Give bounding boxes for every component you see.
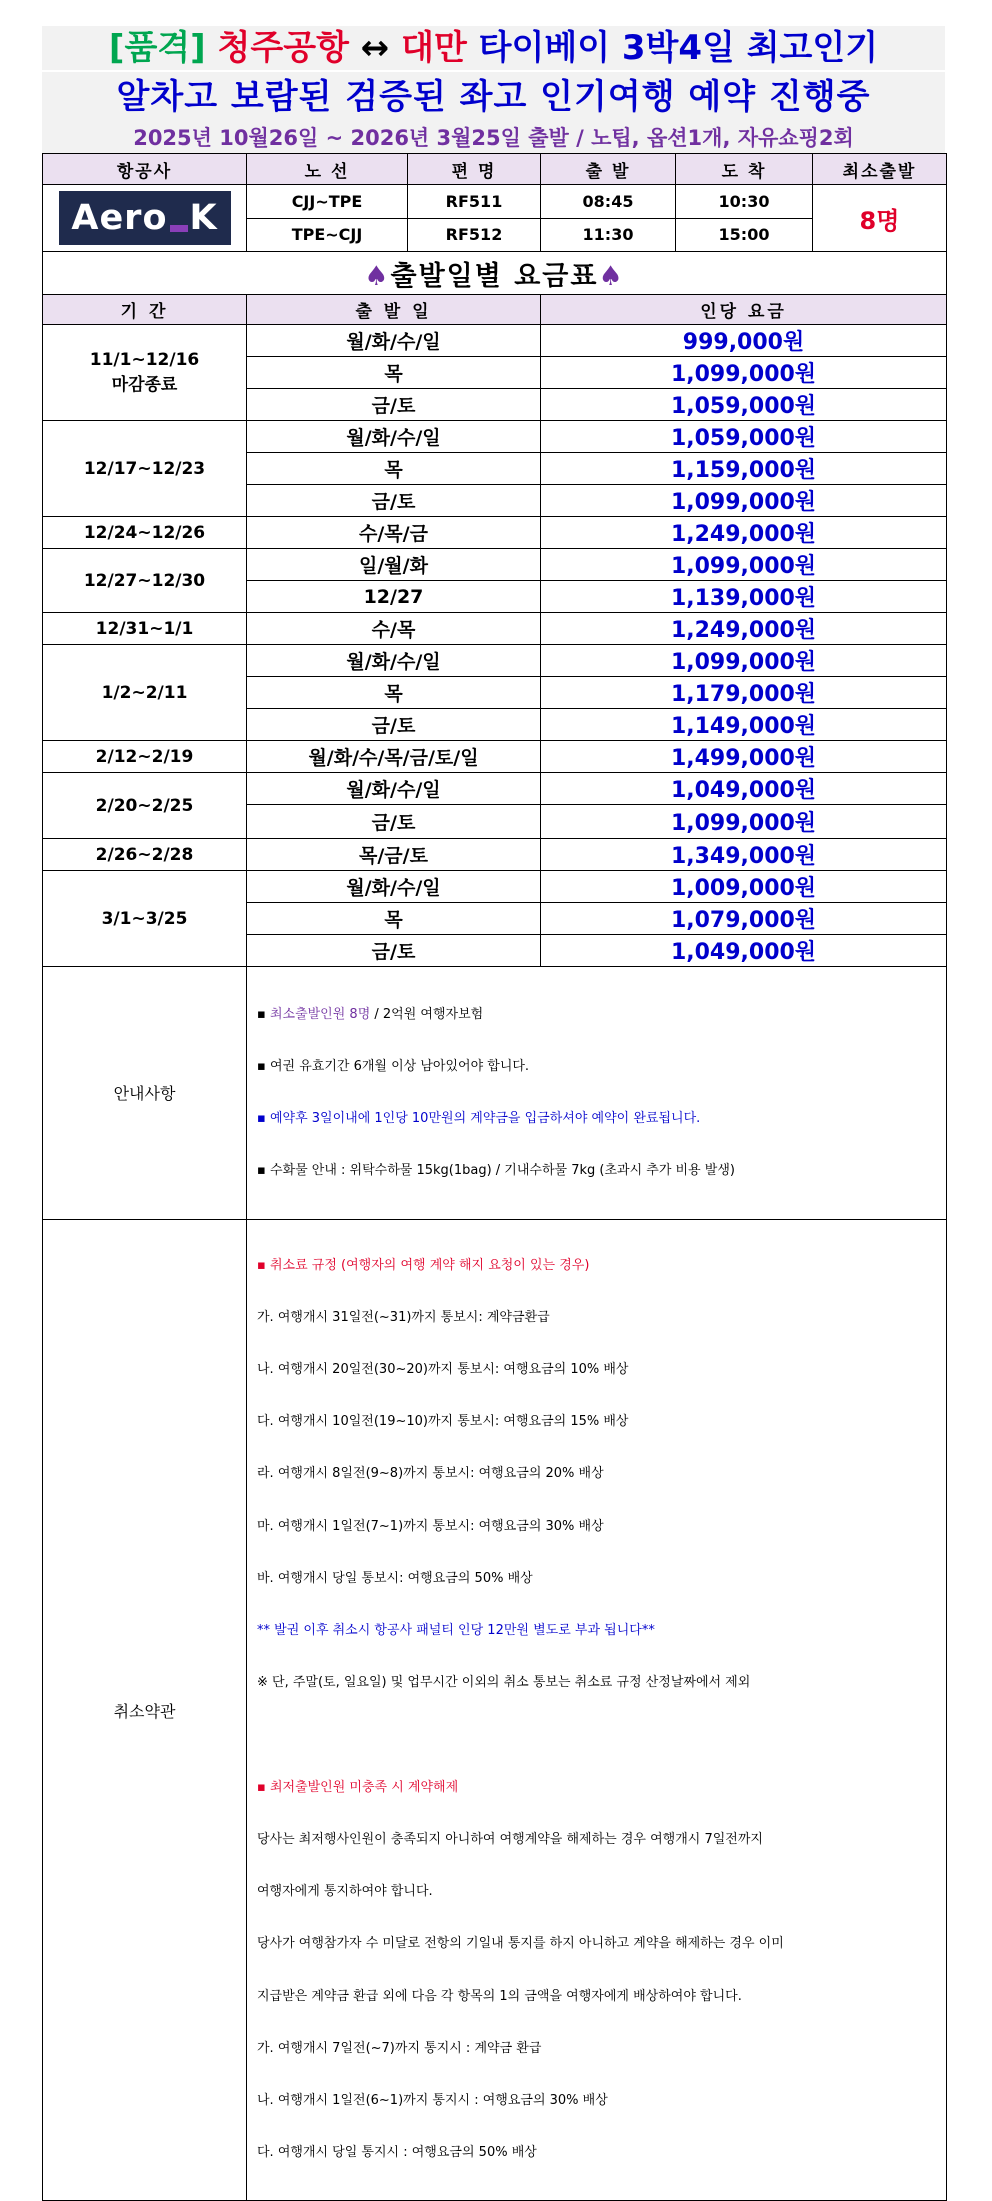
aerok-logo: Aero K: [59, 191, 231, 245]
fare-period-range: 12/17~12/23: [83, 458, 206, 479]
flight-route: CJJ~TPE: [247, 185, 408, 219]
fare-row: [43, 871, 947, 903]
fare-price: 1,249,000원: [541, 517, 947, 549]
fare-period-range: 12/31~1/1: [95, 618, 194, 639]
fare-price: 1,159,000원: [541, 453, 947, 485]
spade-icon: ♠: [598, 260, 625, 292]
round-trip-arrow-icon: ↔: [360, 28, 390, 68]
fare-days: 목: [247, 453, 541, 485]
fare-days: 목: [247, 677, 541, 709]
fare-days: 목: [247, 903, 541, 935]
flight-route: TPE~CJJ: [247, 218, 408, 252]
fare-row: [43, 741, 947, 773]
title-line-3: 2025년 10월26일 ~ 2026년 3월25일 출발 / 노팁, 옵션1개, 자유쇼핑2회: [42, 122, 945, 154]
header-airline: 항공사: [43, 154, 247, 185]
fare-row: [43, 645, 947, 677]
header-departure-days: 출 발 일: [247, 295, 541, 325]
cancel-rule: 라. 여행개시 8일전(9~8)까지 통보시: 여행요금의 20% 배상: [257, 1466, 604, 1482]
fare-period: [43, 517, 247, 549]
fare-days: 월/화/수/일: [247, 645, 541, 677]
fare-days: 일/월/화: [247, 549, 541, 581]
fare-period: [43, 871, 247, 967]
header-depart: 출 발: [541, 154, 676, 185]
fare-days: 목: [247, 357, 541, 389]
fare-period-range: 11/1~12/16: [89, 350, 200, 370]
header-min-departure: 최소출발: [813, 154, 947, 185]
title-tag: [품격]: [108, 28, 206, 68]
penalty-note: ** 발권 이후 취소시 항공사 패널티 인당 12만원 별도로 부과 됩니다**: [257, 1623, 655, 1639]
fare-days: 12/27: [247, 581, 541, 613]
flight-depart: 08:45: [541, 185, 676, 219]
fare-price: 1,499,000원: [541, 741, 947, 773]
fare-period: [43, 773, 247, 839]
fare-period: [43, 549, 247, 613]
info-notes: [247, 967, 947, 1220]
header-price: 인당 요금: [541, 295, 947, 325]
fare-days: 월/화/수/일: [247, 325, 541, 357]
cancel-rule: 가. 여행개시 31일전(~31)까지 통보시: 계약금환급: [257, 1309, 550, 1325]
title-origin: 청주공항: [217, 28, 349, 68]
cancel-row: [43, 1219, 947, 2201]
fare-period: [43, 741, 247, 773]
fare-days: 목/금/토: [247, 839, 541, 871]
fare-days: 월/화/수/일: [247, 773, 541, 805]
cancel-title: ▪ 최저출발인원 미충족 시 계약해제: [257, 1779, 459, 1795]
title-line-1: [42, 26, 945, 70]
cancel-rule: 다. 여행개시 당일 통지시 : 여행요금의 50% 배상: [257, 2145, 537, 2161]
fare-price: 1,099,000원: [541, 805, 947, 839]
flight-number: RF511: [408, 185, 541, 219]
flight-number: RF512: [408, 218, 541, 252]
fare-price: 1,059,000원: [541, 421, 947, 453]
fare-period: [43, 613, 247, 645]
fare-period-range: 2/20~2/25: [95, 795, 194, 816]
info-line: ▪ 수화물 안내 : 위탁수하물 15kg(1bag) / 기내수하물 7kg (초과시 추가 비용 발생): [257, 1163, 735, 1179]
cancel-rule: 바. 여행개시 당일 통보시: 여행요금의 50% 배상: [257, 1570, 533, 1586]
header-period: 기 간: [43, 295, 247, 325]
cancel-rule: 나. 여행개시 20일전(30~20)까지 통보시: 여행요금의 10% 배상: [257, 1361, 629, 1377]
fare-price: 1,249,000원: [541, 613, 947, 645]
fare-row: [43, 325, 947, 357]
info-row: [43, 967, 947, 1220]
title-destination: 대만: [401, 28, 467, 68]
cancel-rule: 다. 여행개시 10일전(19~10)까지 통보시: 여행요금의 15% 배상: [257, 1414, 629, 1430]
info-line: ▪ 예약후 3일이내에 1인당 10만원의 계약금을 입금하셔야 예약이 완료됩니다.: [257, 1111, 701, 1127]
cancel-title: ▪ 취소료 규정 (여행자의 여행 계약 해지 요청이 있는 경우): [257, 1257, 590, 1273]
fare-days: 금/토: [247, 805, 541, 839]
cancel-rule: 가. 여행개시 7일전(~7)까지 통지시 : 계약금 환급: [257, 2040, 542, 2056]
cancel-paragraph: 당사는 최저행사인원이 충족되지 아니하여 여행계약을 해제하는 경우 여행개시 7일전까지: [257, 1831, 763, 1847]
fare-days: 금/토: [247, 935, 541, 967]
fare-price: 1,099,000원: [541, 357, 947, 389]
title-product: 타이베이 3박4일 최고인기: [478, 28, 879, 68]
cancel-paragraph: 여행자에게 통지하여야 합니다.: [257, 1884, 433, 1900]
title-line-2: 알차고 보람된 검증된 좌고 인기여행 예약 진행중: [42, 72, 945, 122]
fare-header-row: [43, 295, 947, 325]
cancel-rule: 마. 여행개시 1일전(7~1)까지 통보시: 여행요금의 30% 배상: [257, 1518, 604, 1534]
fare-period-range: 3/1~3/25: [101, 908, 188, 929]
header-route: 노 선: [247, 154, 408, 185]
fare-days: 수/목: [247, 613, 541, 645]
airline-logo-cell: [43, 185, 247, 252]
fare-period-range: 12/24~12/26: [83, 522, 206, 543]
fare-row: [43, 773, 947, 805]
cancel-rule: 나. 여행개시 1일전(6~1)까지 통지시 : 여행요금의 30% 배상: [257, 2093, 608, 2108]
info-line: ▪ 여권 유효기간 6개월 이상 남아있어야 합니다.: [257, 1059, 530, 1075]
fare-price: 1,079,000원: [541, 903, 947, 935]
fare-table-body: [43, 325, 947, 967]
cancel-label: 취소약관: [43, 1219, 247, 2201]
weekend-note: ※ 단, 주말(토, 일요일) 및 업무시간 이외의 취소 통보는 취소료 규정 산정날짜에서 제외: [257, 1675, 751, 1691]
fare-row: [43, 613, 947, 645]
fare-period-status: 마감종료: [111, 375, 178, 395]
fare-period-range: 2/26~2/28: [95, 844, 194, 865]
header-arrive: 도 착: [676, 154, 813, 185]
fare-price: 1,059,000원: [541, 389, 947, 421]
fare-price: 1,099,000원: [541, 485, 947, 517]
fare-price: 1,049,000원: [541, 935, 947, 967]
fare-period: [43, 839, 247, 871]
info-label: 안내사항: [43, 967, 247, 1220]
fare-price: 1,099,000원: [541, 645, 947, 677]
flight-arrive: 10:30: [676, 185, 813, 219]
flight-arrive: 15:00: [676, 218, 813, 252]
fare-section-title-row: [43, 252, 947, 295]
fare-price: 1,049,000원: [541, 773, 947, 805]
flight-depart: 11:30: [541, 218, 676, 252]
spade-icon: ♠: [364, 260, 391, 292]
fare-row: [43, 517, 947, 549]
header-flight: 편 명: [408, 154, 541, 185]
fare-price: 1,179,000원: [541, 677, 947, 709]
fare-price: 1,349,000원: [541, 839, 947, 871]
cancel-paragraph: 지급받은 계약금 환급 외에 다음 각 항목의 1의 금액을 여행자에게 배상하여야 합니다.: [257, 1988, 742, 2004]
fare-period: [43, 421, 247, 517]
fare-price: 1,009,000원: [541, 871, 947, 903]
fare-section-title: [43, 252, 947, 295]
fare-days: 월/화/수/일: [247, 421, 541, 453]
fare-period-range: 12/27~12/30: [83, 570, 206, 591]
fare-days: 금/토: [247, 485, 541, 517]
cancel-paragraph: 당사가 여행참가자 수 미달로 전항의 기일내 통지를 하지 아니하고 계약을 해제하는 경우 이미: [257, 1936, 784, 1952]
fare-section-title-text: 출발일별 요금표: [390, 260, 599, 292]
tour-table: [42, 153, 947, 2201]
fare-price: 1,139,000원: [541, 581, 947, 613]
fare-period-range: 1/2~2/11: [101, 682, 188, 703]
fare-period-range: 2/12~2/19: [95, 746, 194, 767]
fare-price: 1,099,000원: [541, 549, 947, 581]
info-line: ▪ 최소출발인원 8명 / 2억원 여행자보험: [257, 1006, 484, 1022]
fare-price: 1,149,000원: [541, 709, 947, 741]
fare-days: 수/목/금: [247, 517, 541, 549]
flight-header-row: [43, 154, 947, 185]
fare-row: [43, 549, 947, 581]
fare-days: 금/토: [247, 709, 541, 741]
flight-row: [43, 185, 947, 219]
fare-days: 금/토: [247, 389, 541, 421]
fare-row: [43, 421, 947, 453]
fare-days: 월/화/수/일: [247, 871, 541, 903]
cancel-notes: [247, 1219, 947, 2201]
fare-days: 월/화/수/목/금/토/일: [247, 741, 541, 773]
fare-price: 999,000원: [541, 325, 947, 357]
fare-row: [43, 839, 947, 871]
fare-period: [43, 645, 247, 741]
min-departure-value: 8명: [813, 185, 947, 252]
spacer: [257, 1726, 940, 1743]
fare-period: [43, 325, 247, 421]
